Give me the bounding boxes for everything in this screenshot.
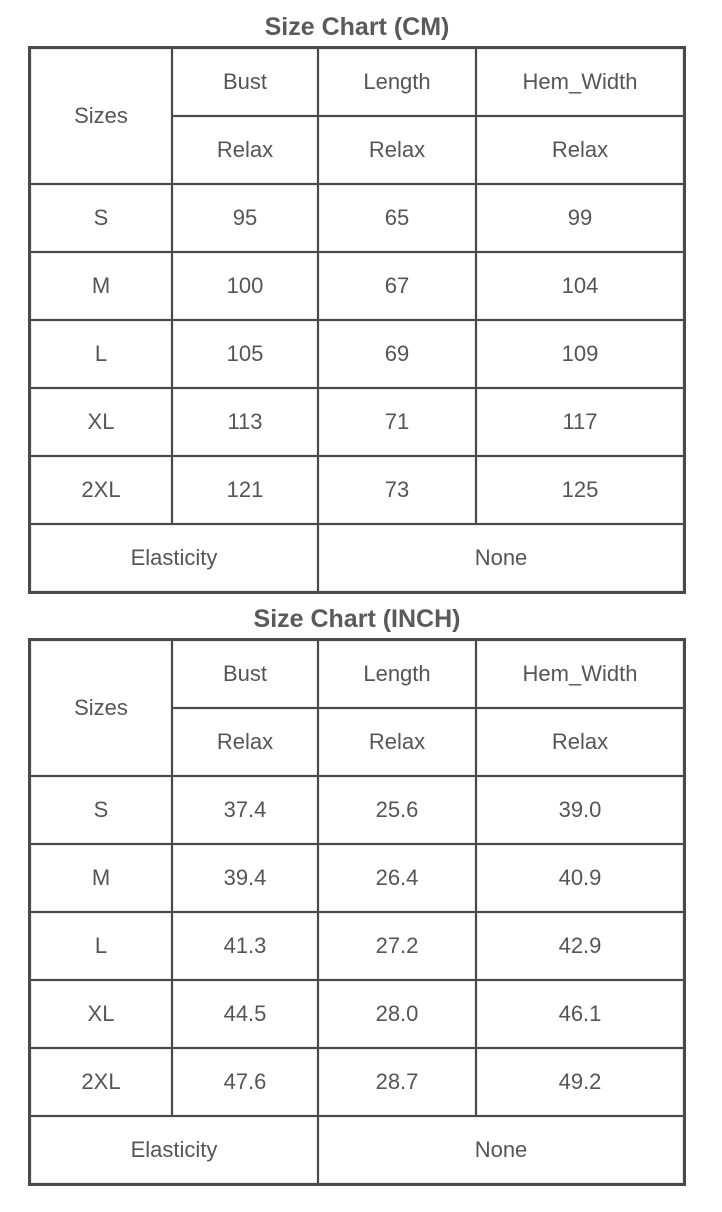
bust-cell: 39.4 [172, 844, 318, 912]
elasticity-label: Elasticity [30, 1116, 318, 1184]
length-fit-header: Relax [318, 708, 476, 776]
hem-width-cell: 39.0 [476, 776, 684, 844]
bust-cell: 100 [172, 252, 318, 320]
bust-cell: 44.5 [172, 980, 318, 1048]
hem-width-fit-header: Relax [476, 116, 684, 184]
size-table [28, 46, 686, 594]
table-row [30, 912, 684, 980]
bust-header: Bust [172, 640, 318, 708]
table-row [30, 456, 684, 524]
table-row [30, 320, 684, 388]
hem-width-cell: 42.9 [476, 912, 684, 980]
length-cell: 26.4 [318, 844, 476, 912]
header-row-measures [30, 48, 684, 116]
length-cell: 65 [318, 184, 476, 252]
length-header: Length [318, 48, 476, 116]
hem-width-cell: 99 [476, 184, 684, 252]
bust-cell: 41.3 [172, 912, 318, 980]
bust-cell: 105 [172, 320, 318, 388]
size-table [28, 638, 686, 1186]
table-row [30, 1048, 684, 1116]
hem-width-fit-header: Relax [476, 708, 684, 776]
chart-title: Size Chart (CM) [264, 13, 450, 41]
bust-fit-header: Relax [172, 116, 318, 184]
length-cell: 73 [318, 456, 476, 524]
length-header: Length [318, 640, 476, 708]
bust-fit-header: Relax [172, 708, 318, 776]
size-cell: L [30, 320, 172, 388]
size-chart-inch [28, 600, 686, 1186]
hem-width-header: Hem_Width [476, 640, 684, 708]
size-cell: L [30, 912, 172, 980]
hem-width-cell: 49.2 [476, 1048, 684, 1116]
elasticity-label: Elasticity [30, 524, 318, 592]
table-row [30, 252, 684, 320]
hem-width-cell: 109 [476, 320, 684, 388]
bust-cell: 95 [172, 184, 318, 252]
hem-width-cell: 117 [476, 388, 684, 456]
bust-cell: 121 [172, 456, 318, 524]
table-row [30, 776, 684, 844]
size-cell: M [30, 252, 172, 320]
size-cell: S [30, 184, 172, 252]
size-cell: XL [30, 980, 172, 1048]
table-row [30, 980, 684, 1048]
bust-cell: 113 [172, 388, 318, 456]
bust-cell: 47.6 [172, 1048, 318, 1116]
table-row [30, 184, 684, 252]
length-cell: 28.0 [318, 980, 476, 1048]
size-cell: 2XL [30, 1048, 172, 1116]
elasticity-row [30, 1116, 684, 1184]
size-cell: S [30, 776, 172, 844]
length-cell: 71 [318, 388, 476, 456]
hem-width-cell: 104 [476, 252, 684, 320]
size-cell: 2XL [30, 456, 172, 524]
table-row [30, 388, 684, 456]
length-cell: 28.7 [318, 1048, 476, 1116]
length-cell: 69 [318, 320, 476, 388]
length-cell: 27.2 [318, 912, 476, 980]
size-cell: M [30, 844, 172, 912]
chart-title: Size Chart (INCH) [253, 605, 461, 633]
elasticity-value: None [318, 524, 684, 592]
size-cell: XL [30, 388, 172, 456]
hem-width-cell: 46.1 [476, 980, 684, 1048]
hem-width-cell: 40.9 [476, 844, 684, 912]
length-cell: 25.6 [318, 776, 476, 844]
bust-header: Bust [172, 48, 318, 116]
header-row-measures [30, 640, 684, 708]
size-chart-cm [28, 8, 686, 594]
hem-width-cell: 125 [476, 456, 684, 524]
table-row [30, 844, 684, 912]
hem-width-header: Hem_Width [476, 48, 684, 116]
length-cell: 67 [318, 252, 476, 320]
elasticity-value: None [318, 1116, 684, 1184]
bust-cell: 37.4 [172, 776, 318, 844]
sizes-header: Sizes [30, 48, 172, 184]
elasticity-row [30, 524, 684, 592]
sizes-header: Sizes [30, 640, 172, 776]
length-fit-header: Relax [318, 116, 476, 184]
